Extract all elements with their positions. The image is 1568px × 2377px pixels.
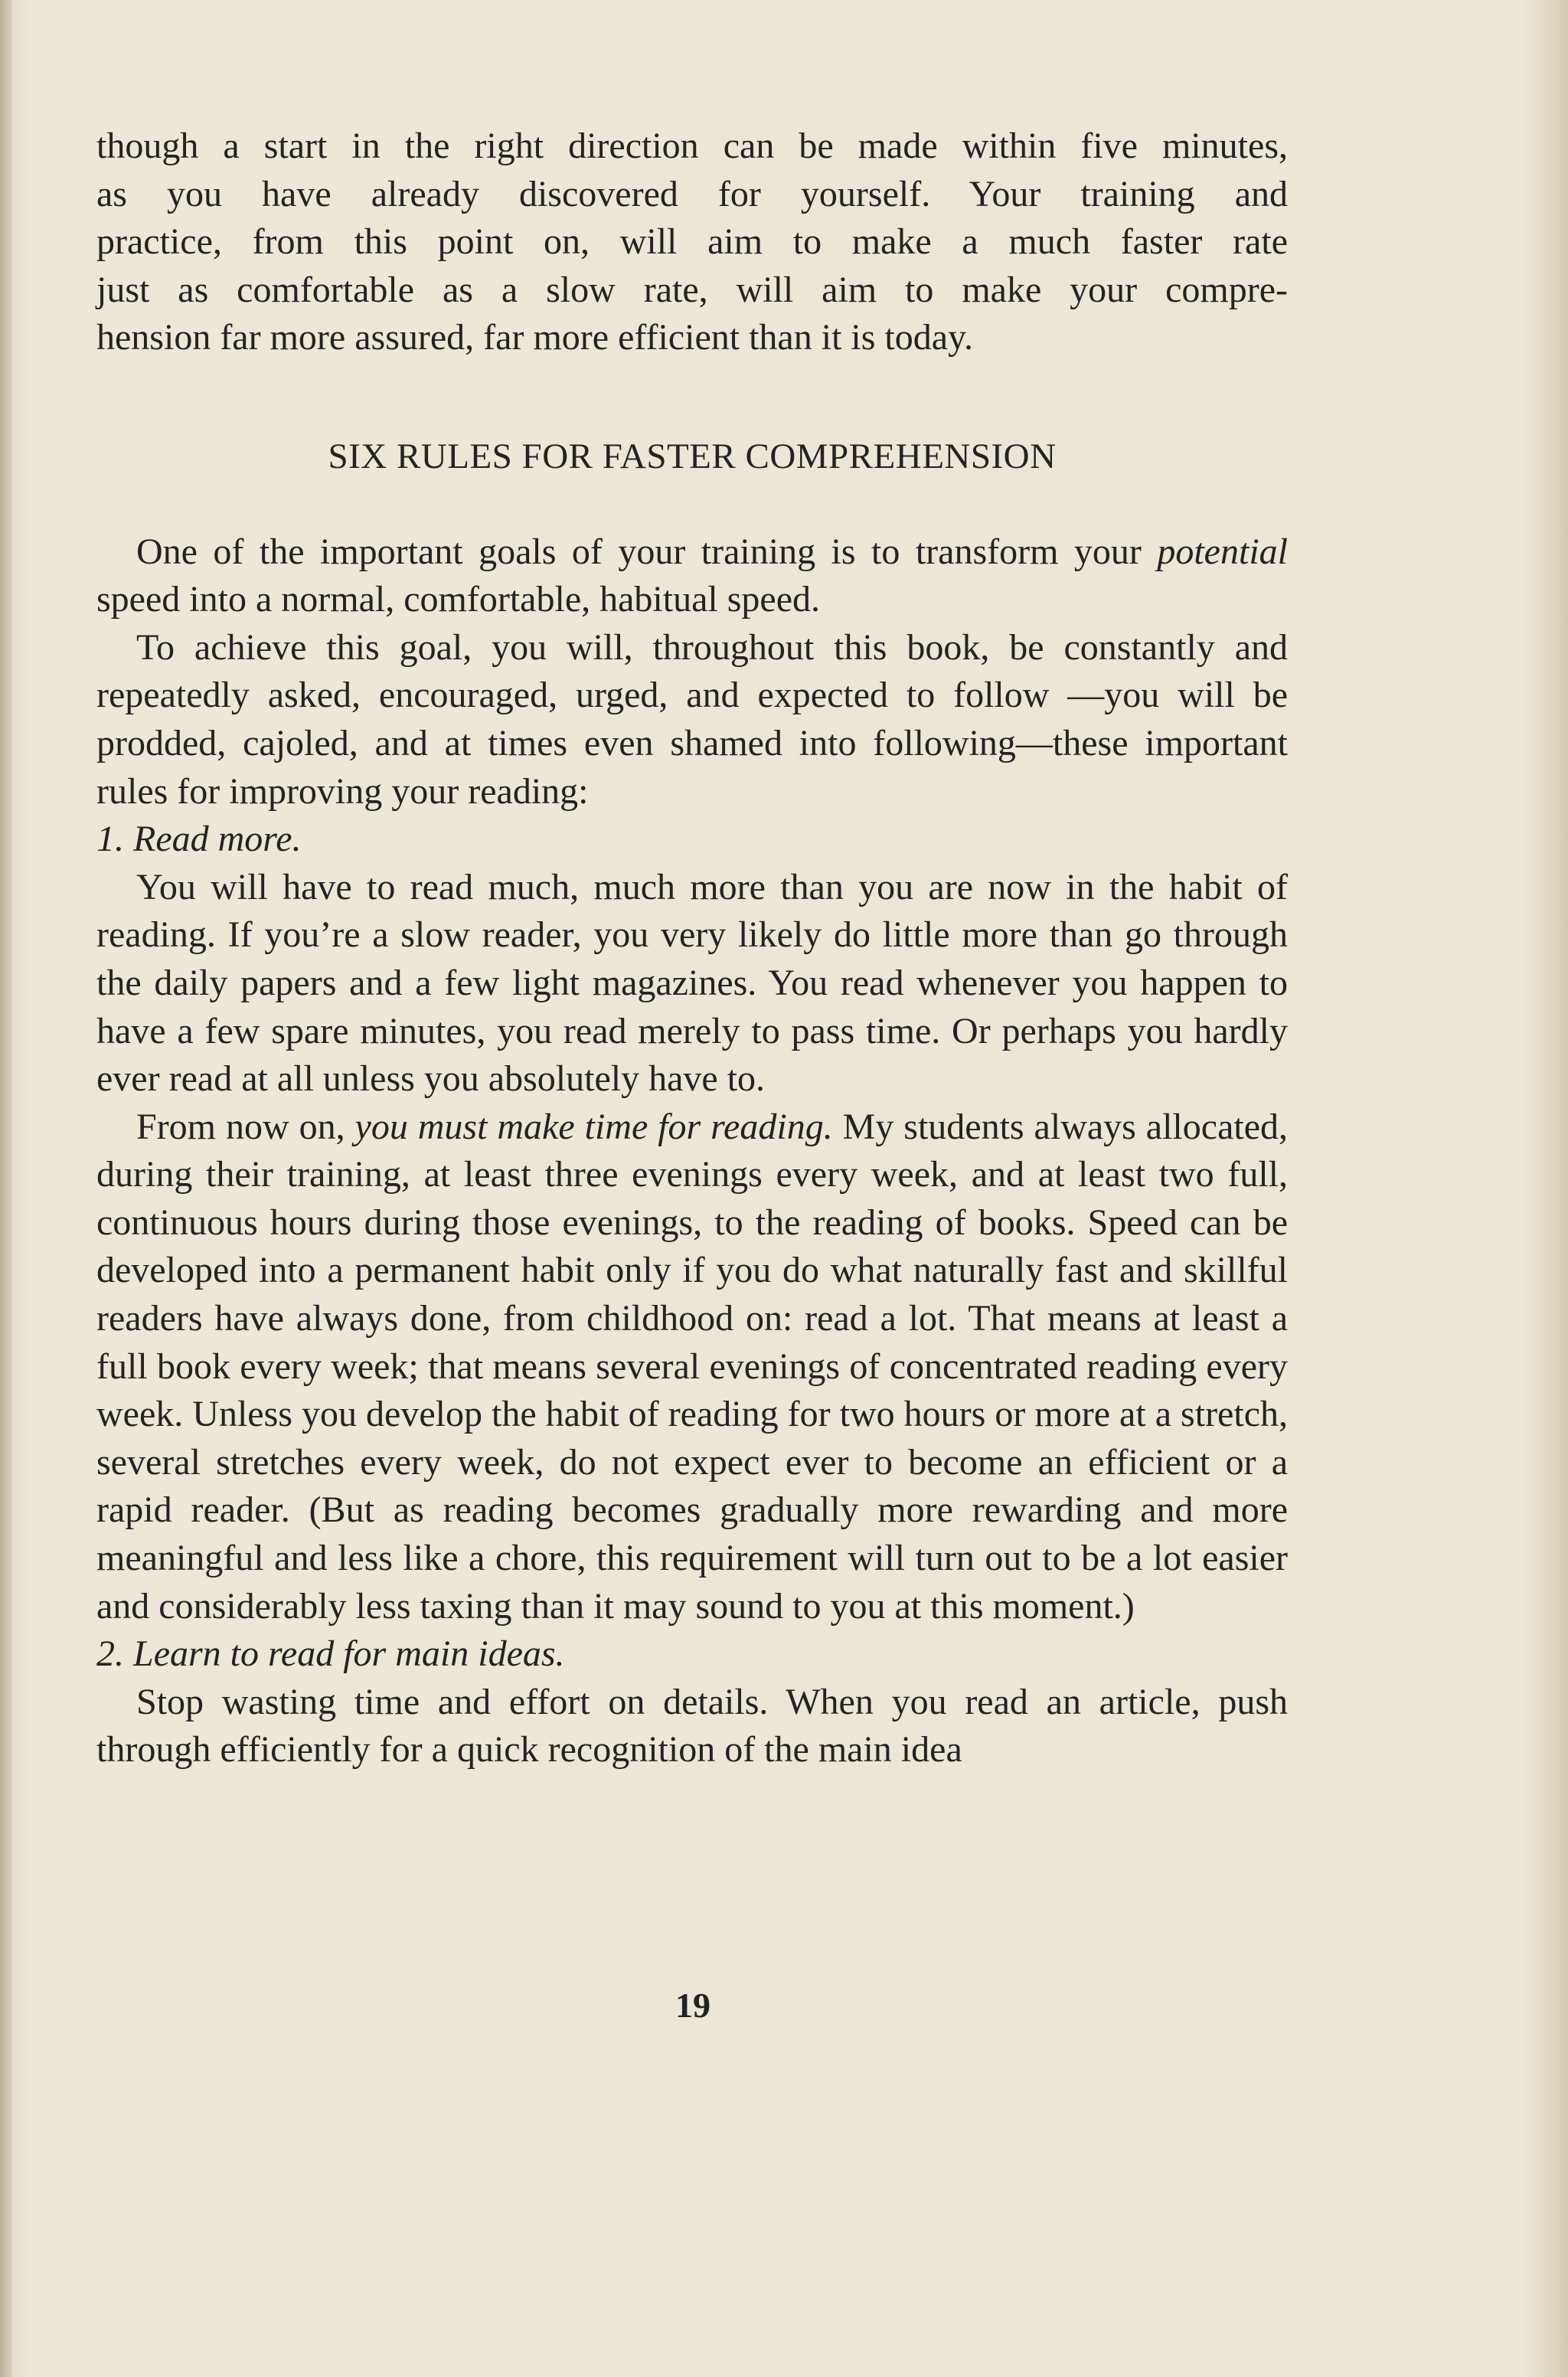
rule-1-paragraph-1: You will have to read much, much more than you are now in the habit of reading. If you’re a slow reader, you very likely do little more than go through the daily papers and a few light magazines. You read whenever you happen to have a few spare minutes, you read merely to pass time. Or perhaps you hardly ever read at all unless you absolutely have to. [96,866,1288,1100]
page-number: 19 [675,1986,710,2025]
intro-line: as you have already discovered for yourself. Your training and [96,173,1288,214]
goal-text-end: speed into a normal, comfortable, habitual speed. [96,579,821,620]
rule-1-title: 1. Read more. [96,819,302,860]
body-text [96,123,1288,1774]
rule-1-paragraph-2 [96,1103,1288,1631]
achieve-paragraph: To achieve this goal, you will, throughout this book, be constantly and repeatedly asked, encouraged, urged, and expected to follow —you will be prodded, cajoled, and at times even shamed into following—these important rules for improving your reading: [96,626,1288,812]
intro-line: hension far more assured, far more efficient than it is today. [96,317,973,358]
section-heading: SIX RULES FOR FASTER COMPREHENSION [328,436,1057,476]
rule-2-paragraph-1: Stop wasting time and effort on details. When you read an article, push through efficiently for a quick recognition of the main idea [96,1681,1288,1770]
intro-line: practice, from this point on, will aim to make a much faster rate [96,221,1288,263]
intro-line: though a start in the right direction can be made within five minutes, [96,126,1288,166]
rule-2-title: 2. Learn to read for main ideas. [96,1633,565,1675]
goal-paragraph [96,528,1288,624]
rule-1-para2-rest: My students always allocated, during their training, at least three evenings every week, and at least two full, continuous hours during those evenings, to the reading of books. Speed can be developed into a permanent habit only if you do what naturally fast and skillful readers have always done, from childhood on: read a lot. That means at least a full book every week; that means several evenings of concentrated reading every week. Unless you develop the habit of reading for two hours or more at a stretch, several stretches every week, do not expect ever to become an efficient or a rapid reader. (But as reading becomes gradually more rewarding and more meaningful and less like a chore, this requirement will turn out to be a lot easier and considerably less taxing than it may sound to you at this moment.) [96,1106,1289,1627]
rule-1-emphasis: you must make time for reading. [354,1106,833,1147]
intro-line: just as comfortable as a slow rate, will aim to make your compre- [96,269,1288,310]
rule-1-para2-start: From now on, [136,1106,355,1147]
goal-emphasis: potential [1157,531,1288,572]
goal-text-start: One of the important goals of your training is to transform your [136,531,1158,572]
